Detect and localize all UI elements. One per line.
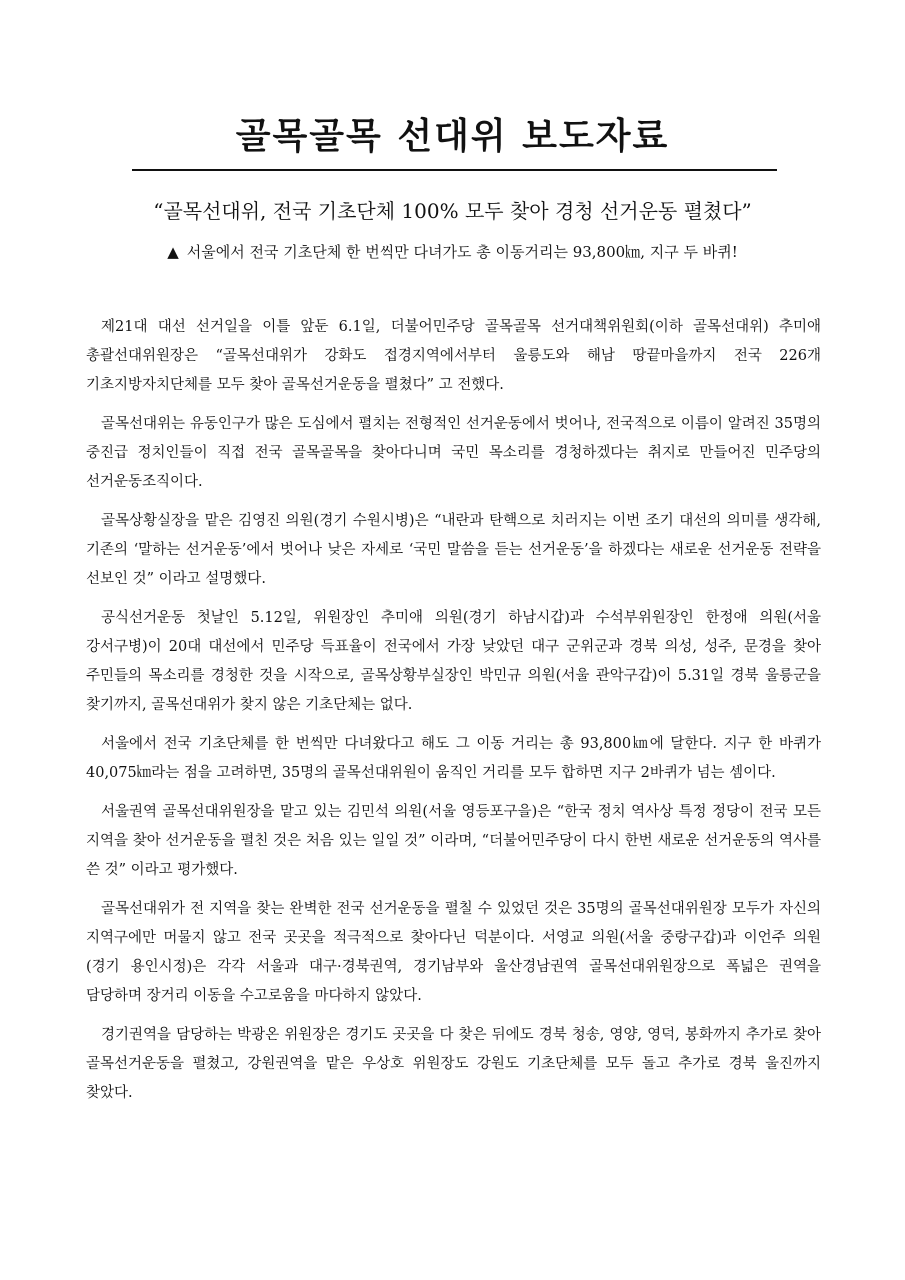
paragraph-4: 공식선거운동 첫날인 5.12일, 위원장인 추미애 의원(경기 하남시갑)과 수석부위원장인 한정애 의원(서울 강서구병)이 20대 대선에서 민주당 득표율이 전국에서 가장 낮았던 대구 군위군과 경북 의성, 성주, 문경을 찾아 주민들의 목소리를 경청한 것을 시작으로, 골목상황부실장인 박민규 의원(서울 관악구갑)이 5.31일 경북 울릉군을 찾기까지, 골목선대위가 찾지 않은 기초단체는 없다. bbox=[86, 610, 821, 713]
paragraph-5: 서울에서 전국 기초단체를 한 번씩만 다녀왔다고 해도 그 이동 거리는 총 93,800㎞에 달한다. 지구 한 바퀴가 40,075㎞라는 점을 고려하면, 35명의 골목선대위원이 움직인 거리를 모두 합하면 지구 2바퀴가 넘는 셈이다. bbox=[86, 736, 821, 781]
paragraph-7: 골목선대위가 전 지역을 찾는 완벽한 전국 선거운동을 펼칠 수 있었던 것은 35명의 골목선대위원장 모두가 자신의 지역구에만 머물지 않고 전국 곳곳을 적극적으로 찾아다닌 덕분이다. 서영교 의원(서울 중랑구갑)과 이언주 의원(경기 용인시정)은 각각 서울과 대구·경북권역, 경기남부와 울산경남권역 골목선대위원장으로 폭넓은 권역을 담당하며 장거리 이동을 수고로움을 마다하지 않았다. bbox=[86, 901, 821, 1004]
paragraph-2: 골목선대위는 유동인구가 많은 도심에서 펼치는 전형적인 선거운동에서 벗어나, 전국적으로 이름이 알려진 35명의 중진급 정치인들이 직접 전국 골목골목을 찾아다니며 국민 목소리를 경청하겠다는 취지로 만들어진 민주당의 선거운동조직이다. bbox=[86, 416, 821, 490]
document-title: 골목골목 선대위 보도자료 bbox=[235, 116, 670, 157]
subheadline bbox=[0, 240, 905, 264]
paragraph-1: 제21대 대선 선거일을 이틀 앞둔 6.1일, 더불어민주당 골목골목 선거대책위원회(이하 골목선대위) 추미애 총괄선대위원장은 “골목선대위가 강화도 접경지역에서부터 울릉도와 해남 땅끝마을까지 전국 226개 기초지방자치단체를 모두 찾아 골목선거운동을 펼쳤다” 고 전했다. bbox=[86, 319, 821, 393]
headline: “골목선대위, 전국 기초단체 100% 모두 찾아 경청 선거운동 펼쳤다” bbox=[153, 199, 752, 223]
body-text bbox=[86, 313, 821, 1118]
paragraph-8: 경기권역을 담당하는 박광온 위원장은 경기도 곳곳을 다 찾은 뒤에도 경북 청송, 영양, 영덕, 봉화까지 추가로 찾아 골목선거운동을 펼쳤고, 강원권역을 맡은 우상호 위원장도 강원도 기초단체를 모두 돌고 추가로 경북 울진까지 찾았다. bbox=[86, 1027, 821, 1101]
paragraph-6: 서울권역 골목선대위원장을 맡고 있는 김민석 의원(서울 영등포구을)은 “한국 정치 역사상 특정 정당이 전국 모든 지역을 찾아 선거운동을 펼친 것은 처음 있는 일일 것” 이라며, “더불어민주당이 다시 한번 새로운 선거운동의 역사를 쓴 것” 이라고 평가했다. bbox=[86, 804, 821, 878]
paragraph-3: 골목상황실장을 맡은 김영진 의원(경기 수원시병)은 “내란과 탄핵으로 치러지는 이번 조기 대선의 의미를 생각해, 기존의 ‘말하는 선거운동’에서 벗어나 낮은 자세로 ‘국민 말씀을 듣는 선거운동’을 하겠다는 새로운 선거운동 전략을 선보인 것” 이라고 설명했다. bbox=[86, 513, 821, 587]
title-underline bbox=[132, 169, 777, 171]
triangle-bullet-icon: ▲ bbox=[167, 243, 179, 261]
subheadline-text: 서울에서 전국 기초단체 한 번씩만 다녀가도 총 이동거리는 93,800㎞, 지구 두 바퀴! bbox=[186, 243, 738, 261]
